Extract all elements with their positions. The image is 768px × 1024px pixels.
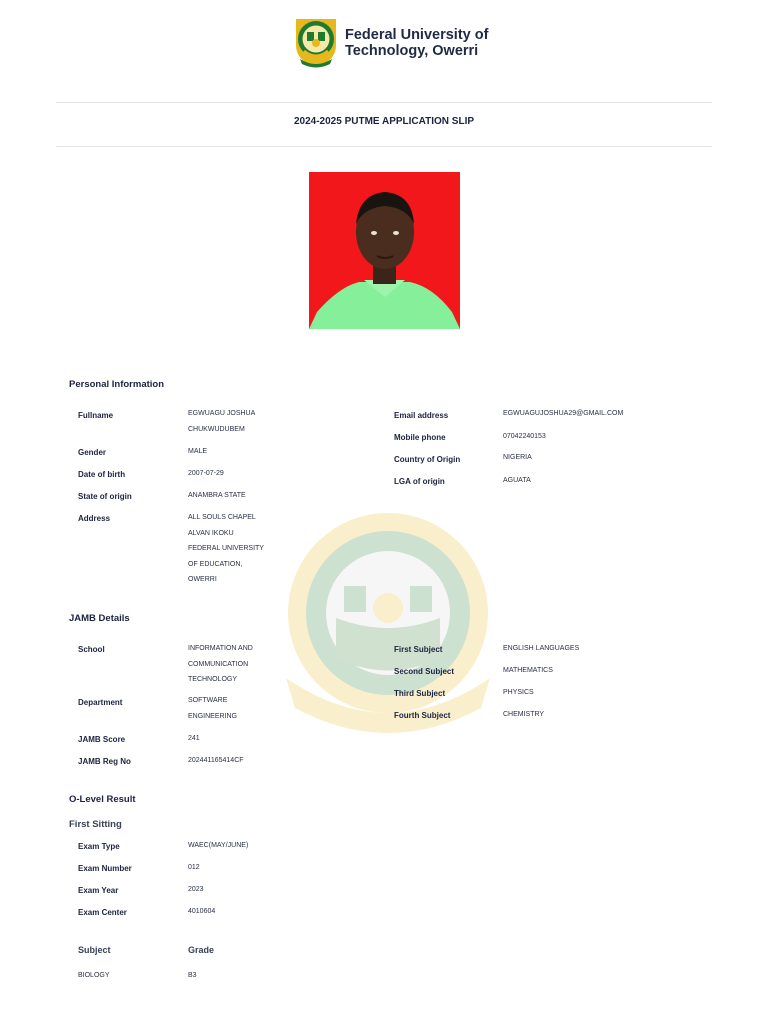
value-fullname-line2: CHUKWUDUBEM (188, 425, 245, 433)
university-name-line1: Federal University of (345, 27, 489, 43)
divider-top (56, 102, 712, 103)
value-third-subject: PHYSICS (503, 689, 534, 696)
column-header-grade: Grade (188, 945, 215, 955)
label-second-subject: Second Subject (394, 667, 455, 676)
label-state: State of origin (78, 492, 132, 501)
university-name (345, 27, 488, 59)
address-line: OF EDUCATION, (188, 560, 243, 568)
value-dob: 2007-07-29 (188, 470, 224, 477)
result-grade: B3 (188, 972, 197, 979)
address-line: ALVAN IKOKU (188, 529, 234, 537)
department-line: SOFTWARE (188, 697, 228, 704)
label-exam-type: Exam Type (78, 842, 120, 851)
divider-bottom (56, 146, 712, 147)
label-exam-year: Exam Year (78, 886, 119, 895)
label-exam-number: Exam Number (78, 864, 132, 873)
label-address: Address (78, 514, 111, 523)
label-email: Email address (394, 411, 449, 420)
value-school (188, 641, 284, 688)
value-lga: AGUATA (503, 477, 531, 484)
section-title-jamb: JAMB Details (69, 613, 130, 624)
label-phone: Mobile phone (394, 433, 446, 442)
label-lga: LGA of origin (394, 477, 445, 486)
value-first-subject: ENGLISH LANGUAGES (503, 645, 580, 652)
address-line: OWERRI (188, 576, 217, 583)
label-school: School (78, 645, 105, 654)
school-line: INFORMATION AND (188, 645, 253, 652)
value-country: NIGERIA (503, 454, 532, 461)
value-department (188, 693, 284, 724)
value-exam-year: 2023 (188, 886, 204, 893)
university-crest-icon (292, 15, 340, 69)
passport-photo (309, 172, 460, 329)
column-header-subject: Subject (78, 945, 111, 955)
label-fullname: Fullname (78, 411, 114, 420)
value-state: ANAMBRA STATE (188, 492, 246, 499)
value-email: EGWUAGUJOSHUA29@GMAIL.COM (503, 410, 624, 417)
value-fullname (188, 406, 284, 437)
value-second-subject: MATHEMATICS (503, 667, 553, 674)
value-exam-number: 012 (188, 864, 200, 871)
value-jamb-regno: 202441165414CF (188, 757, 244, 764)
label-dob: Date of birth (78, 470, 126, 479)
section-title-personal: Personal Information (69, 379, 165, 390)
address-line: FEDERAL UNIVERSITY (188, 545, 264, 552)
value-exam-center: 4010604 (188, 908, 216, 915)
value-address (188, 510, 284, 588)
slip-title: 2024-2025 PUTME APPLICATION SLIP (293, 116, 475, 127)
label-gender: Gender (78, 448, 107, 457)
label-jamb-score: JAMB Score (78, 735, 126, 744)
value-phone: 07042240153 (503, 433, 546, 440)
label-jamb-regno: JAMB Reg No (78, 757, 131, 766)
page-header (0, 12, 768, 76)
address-line: ALL SOULS CHAPEL (188, 514, 256, 521)
label-department: Department (78, 698, 123, 707)
value-exam-type: WAEC(MAY/JUNE) (188, 842, 249, 849)
label-fourth-subject: Fourth Subject (394, 711, 451, 720)
value-fourth-subject: CHEMISTRY (503, 711, 545, 718)
value-jamb-score: 241 (188, 735, 200, 742)
sitting-title: First Sitting (69, 819, 122, 830)
school-line: TECHNOLOGY (188, 676, 238, 683)
result-subject: BIOLOGY (78, 972, 110, 979)
watermark-crest-icon (276, 508, 500, 744)
university-name-line2: Technology, Owerri (345, 43, 479, 59)
school-line: COMMUNICATION (188, 660, 249, 668)
department-line: ENGINEERING (188, 712, 238, 720)
label-first-subject: First Subject (394, 645, 443, 654)
value-gender: MALE (188, 448, 208, 455)
label-country: Country of Origin (394, 455, 461, 464)
value-fullname-line1: EGWUAGU JOSHUA (188, 410, 256, 417)
label-exam-center: Exam Center (78, 908, 127, 917)
label-third-subject: Third Subject (394, 689, 446, 698)
section-title-olevel: O-Level Result (69, 794, 136, 805)
